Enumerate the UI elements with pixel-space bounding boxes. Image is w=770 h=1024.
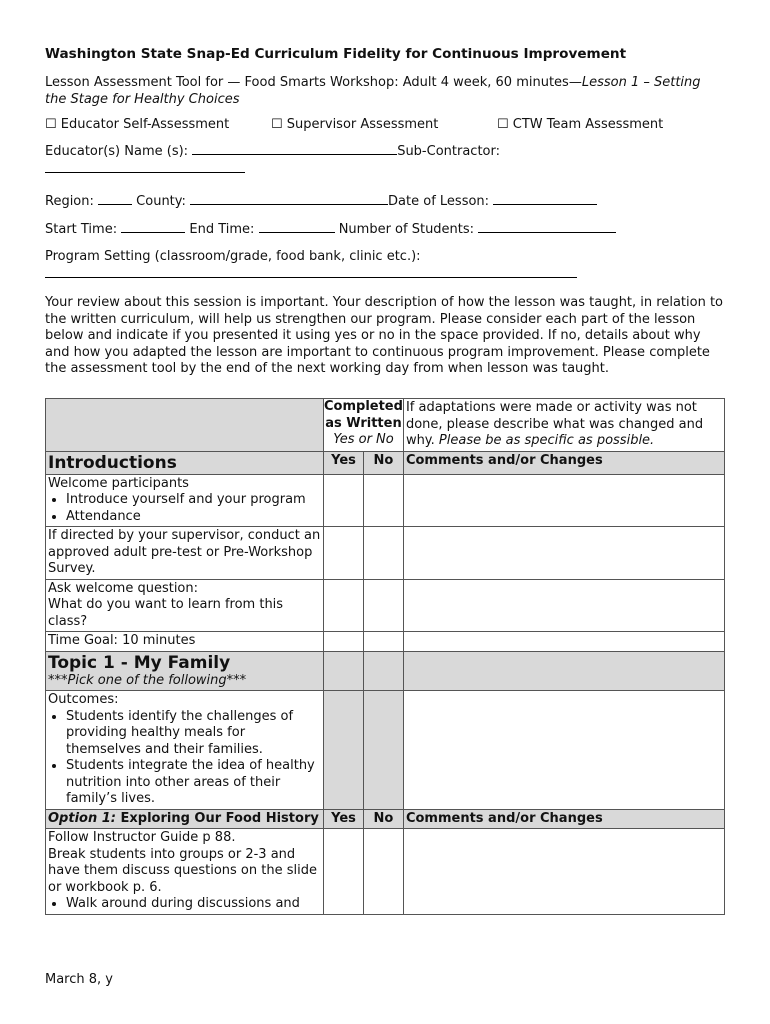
comments-header: Comments and/or Changes <box>403 451 724 474</box>
groups-text: Break students into groups or 2-3 and have them discuss questions on the slide or workbook p. 6. <box>48 846 317 895</box>
end-label: End Time: <box>189 222 255 237</box>
no-cell[interactable] <box>363 632 403 652</box>
end-time-field[interactable] <box>259 220 335 233</box>
subtitle-plain: Lesson Assessment Tool for — Food Smarts Workshop: Adult 4 week, 60 minutes— <box>45 75 582 90</box>
option1-steps-cell <box>46 829 324 915</box>
welcome-cell <box>46 474 324 527</box>
introductions-row <box>46 451 725 474</box>
welcome-question-label: Ask welcome question: <box>48 580 199 596</box>
list-item: • Students identify the challenges of providing healthy meals for themselves and their families. <box>66 709 321 759</box>
list-item: • Attendance <box>66 509 321 526</box>
page-footer: March 8, y <box>45 972 113 987</box>
yes-cell[interactable] <box>324 527 364 580</box>
assessment-table <box>45 398 725 915</box>
walk-bullets <box>48 896 321 913</box>
lesson-subtitle <box>45 74 725 108</box>
date-field[interactable] <box>493 192 597 205</box>
comments-cell-shaded <box>403 651 724 691</box>
subcontractor-field[interactable] <box>45 160 245 173</box>
topic1-row <box>46 651 725 691</box>
region-label: Region: <box>45 194 94 209</box>
header-blank-cell <box>46 399 324 452</box>
time-line <box>45 220 725 238</box>
list-item: • Introduce yourself and your program <box>66 492 321 509</box>
no-cell[interactable] <box>363 829 403 915</box>
completed-header-cell <box>324 399 404 452</box>
comments-cell[interactable] <box>403 474 724 527</box>
yes-cell[interactable] <box>324 474 364 527</box>
yes-or-no-label: Yes or No <box>333 432 394 447</box>
pretest-text: If directed by your supervisor, conduct an approved adult pre-test or Pre-Workshop Survey. <box>46 527 324 580</box>
table-row <box>46 579 725 632</box>
program-setting-field[interactable] <box>45 265 577 278</box>
option1-label: Option 1: <box>48 810 116 826</box>
no-cell[interactable] <box>363 474 403 527</box>
time-goal-text: Time Goal: 10 minutes <box>46 632 324 652</box>
document-page <box>45 40 725 378</box>
checkbox-ctw-team-assessment[interactable]: ☐ CTW Team Assessment <box>497 117 664 132</box>
table-row <box>46 632 725 652</box>
assessment-type-options <box>45 117 725 132</box>
county-field[interactable] <box>190 192 388 205</box>
comments-cell[interactable] <box>403 829 724 915</box>
region-line <box>45 192 725 210</box>
setting-line <box>45 248 725 283</box>
educator-label: Educator(s) Name (s): <box>45 144 189 159</box>
table-header-row <box>46 399 725 452</box>
welcome-bullets <box>48 492 321 525</box>
setting-label: Program Setting (classroom/grade, food bank, clinic etc.): <box>45 249 421 264</box>
start-time-field[interactable] <box>121 220 185 233</box>
outcomes-cell <box>46 691 324 810</box>
no-header: No <box>363 451 403 474</box>
adaptations-text: If adaptations were made or activity was not done, please describe what was changed and why. <box>405 400 704 448</box>
county-label: County: <box>136 194 186 209</box>
option1-title: Exploring Our Food History <box>120 810 319 826</box>
list-item: • Walk around during discussions and <box>66 896 321 913</box>
students-label: Number of Students: <box>338 222 475 237</box>
guide-text: Follow Instructor Guide p 88. <box>48 830 236 845</box>
region-field[interactable] <box>98 192 132 205</box>
introductions-heading: Introductions <box>46 451 324 474</box>
yes-cell-shaded <box>324 691 364 810</box>
yes-cell[interactable] <box>324 579 364 632</box>
yes-cell[interactable] <box>324 829 364 915</box>
comments-cell[interactable] <box>403 691 724 810</box>
comments-cell[interactable] <box>403 579 724 632</box>
table-row <box>46 691 725 810</box>
yes-cell[interactable] <box>324 632 364 652</box>
table-row <box>46 829 725 915</box>
adaptations-header-cell <box>403 399 724 452</box>
no-cell[interactable] <box>363 579 403 632</box>
completed-as-written-label: Completed as Written <box>324 399 403 431</box>
educator-line <box>45 142 725 178</box>
no-header: No <box>363 809 403 829</box>
no-cell-shaded <box>363 651 403 691</box>
welcome-text: Welcome participants <box>48 475 189 491</box>
students-field[interactable] <box>478 220 616 233</box>
topic1-cell <box>46 651 324 691</box>
checkbox-educator-self-assessment[interactable]: ☐ Educator Self-Assessment <box>45 117 230 132</box>
table-row <box>46 527 725 580</box>
option1-heading <box>46 809 324 829</box>
welcome-question-cell <box>46 579 324 632</box>
subcontractor-label: Sub-Contractor: <box>397 144 500 159</box>
date-label: Date of Lesson: <box>388 194 490 209</box>
yes-header: Yes <box>324 809 364 829</box>
no-cell-shaded <box>363 691 403 810</box>
instructions-paragraph: Your review about this session is important. Your description of how the lesson was taught, in relation to the written curriculum, will help us strengthen our program. Please consider each part of the lesson below and indicate if you presented it using yes or no in the space provided. If no, details about why and how you adapted the lesson are important to continuous program improvement. Please complete the assessment tool by the end of the next working day from when lesson was taught. <box>45 295 723 376</box>
welcome-question-text: What do you want to learn from this class? <box>48 597 284 629</box>
document-title: Washington State Snap-Ed Curriculum Fidelity for Continuous Improvement <box>45 46 627 62</box>
topic1-heading: Topic 1 - My Family <box>48 652 231 673</box>
yes-header: Yes <box>324 451 364 474</box>
start-label: Start Time: <box>45 222 118 237</box>
adaptations-italic: Please be as specific as possible. <box>438 433 655 448</box>
comments-cell[interactable] <box>403 527 724 580</box>
option1-row <box>46 809 725 829</box>
subtitle-italic: Lesson 1 – Setting the Stage for Healthy Choices <box>45 75 701 107</box>
table-row <box>46 474 725 527</box>
list-item: • Students integrate the idea of healthy nutrition into other areas of their family’s lives. <box>66 758 321 808</box>
checkbox-supervisor-assessment[interactable]: ☐ Supervisor Assessment <box>271 117 439 132</box>
outcomes-label: Outcomes: <box>48 692 119 707</box>
comments-header: Comments and/or Changes <box>403 809 724 829</box>
outcome-bullets <box>48 709 321 808</box>
comments-cell[interactable] <box>403 632 724 652</box>
pick-one-text: ***Pick one of the following*** <box>48 672 247 688</box>
no-cell[interactable] <box>363 527 403 580</box>
yes-cell-shaded <box>324 651 364 691</box>
educator-name-field[interactable] <box>192 142 397 155</box>
